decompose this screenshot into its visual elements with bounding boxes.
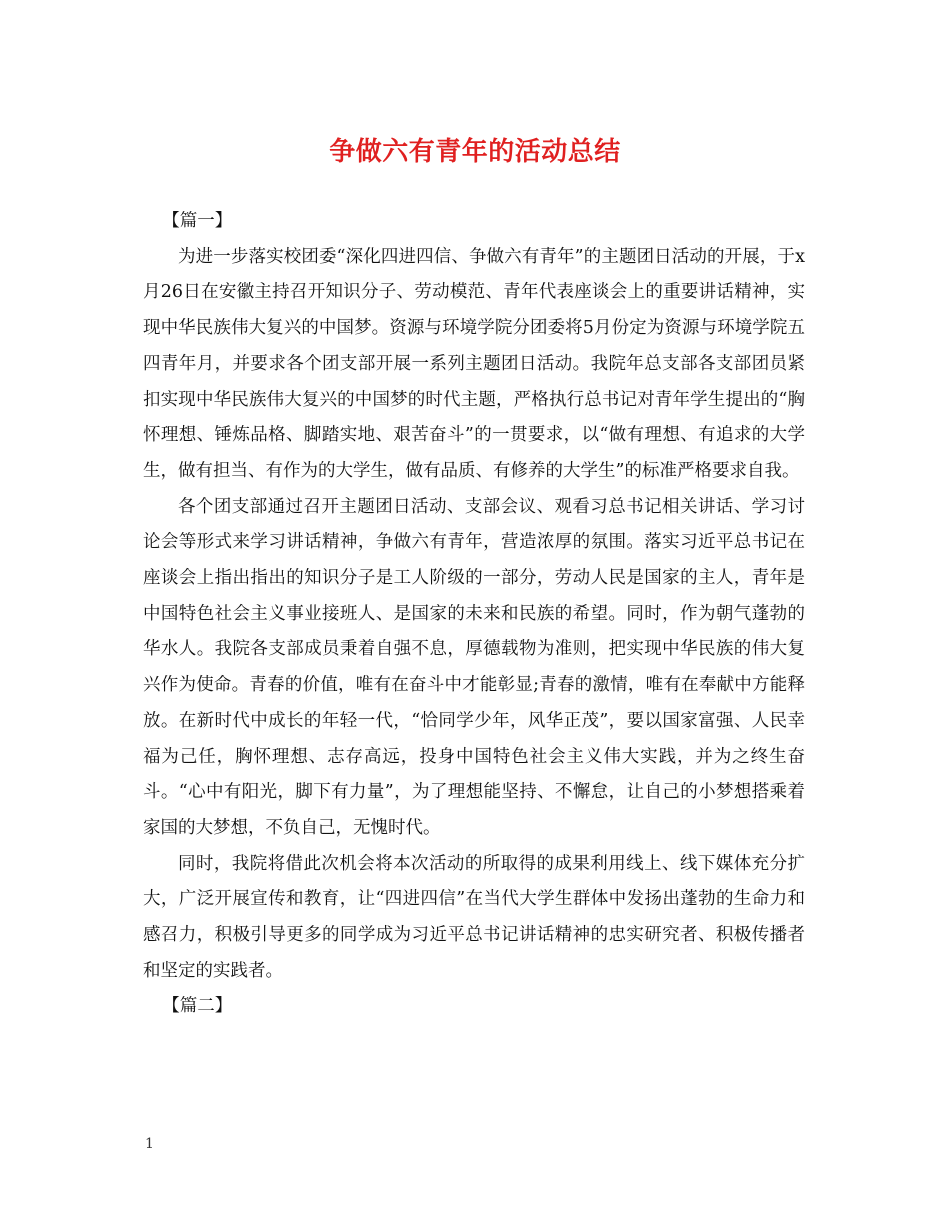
section-heading-1: 【篇一】	[162, 211, 233, 231]
paragraph-1: 为进一步落实校团委“深化四进四信、争做六有青年”的主题团日活动的开展，于x月26日在安徽主持召开知识分子、劳动模范、青年代表座谈会上的重要讲话精神，实现中华民族伟大复兴的中国梦。资源与环境学院分团委将5月份定为资源与环境学院五四青年月，并要求各个团支部开展一系列主题团日活动。我院年总支部各支部团员紧扣实现中华民族伟大复兴的中国梦的时代主题，严格执行总书记对青年学生提出的“胸怀理想、锤炼品格、脚踏实地、艰苦奋斗”的一贯要求，以“做有理想、有追求的大学生，做有担当、有作为的大学生，做有品质、有修养的大学生”的标准严格要求自我。	[143, 246, 805, 481]
document-title: 争做六有青年的活动总结	[329, 137, 621, 167]
paragraph-3: 同时，我院将借此次机会将本次活动的所取得的成果利用线上、线下媒体充分扩大，广泛开展宣传和教育，让“四进四信”在当代大学生群体中发扬出蓬勃的生命力和感召力，积极引导更多的同学成为习近平总书记讲话精神的忠实研究者、积极传播者和坚定的实践者。	[143, 853, 805, 981]
document-body	[143, 204, 805, 1025]
section-heading-2: 【篇二】	[162, 996, 233, 1017]
paragraph-2: 各个团支部通过召开主题团日活动、支部会议、观看习总书记相关讲话、学习讨论会等形式来学习讲话精神，争做六有青年，营造浓厚的氛围。落实习近平总书记在座谈会上指出指出的知识分子是工人阶级的一部分，劳动人民是国家的主人，青年是中国特色社会主义事业接班人、是国家的未来和民族的希望。同时，作为朝气蓬勃的华水人。我院各支部成员秉着自强不息，厚德载物为准则，把实现中华民族的伟大复兴作为使命。青春的价值，唯有在奋斗中才能彰显;青春的激情，唯有在奉献中方能释放。在新时代中成长的年轻一代，“恰同学少年，风华正茂”，要以国家富强、人民幸福为己任，胸怀理想、志存高远，投身中国特色社会主义伟大实践，并为之终生奋斗。“心中有阳光，脚下有力量”，为了理想能坚持、不懈怠，让自己的小梦想搭乘着家国的大梦想，不负自己，无愧时代。	[143, 496, 805, 838]
page-number: 1	[145, 1136, 154, 1152]
